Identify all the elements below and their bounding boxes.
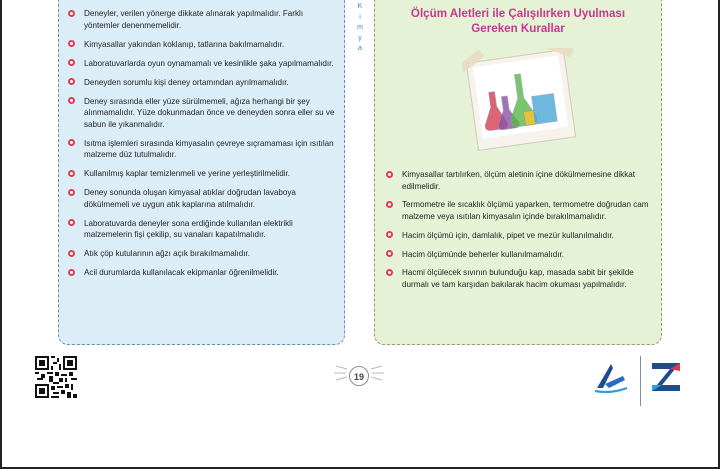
- publisher-logo-icon: [591, 358, 631, 394]
- list-item: Hacim ölçümünde beherler kullanılmamalıdır.: [386, 249, 656, 261]
- list-item: Kimyasallar yakından koklanıp, tatlarına bakılmamalıdır.: [68, 39, 340, 51]
- list-item: Laboratuvarda deneyler sona erdiğinde kullanılan elektrikli malzemelerin fişi çekilip, su vanaları kapatılmalıdır.: [68, 218, 340, 241]
- list-item: Laboratuvarlarda oyun oynamamalı ve kesinlikle şaka yapılmamalıdır.: [68, 58, 340, 70]
- subject-vertical-label: K i m y a: [357, 3, 363, 52]
- bullet-icon: [68, 219, 75, 226]
- bullet-icon: [68, 78, 75, 85]
- list-item: Termometre ile sıcaklık ölçümü yaparken, termometre doğrudan cam malzeme veya ısıtılan kimyasalın içinde bırakılmamalıdır.: [386, 199, 656, 222]
- brand-z-logo-icon: [648, 359, 684, 395]
- list-item: Kimyasallar tartılırken, ölçüm aletinin içine dökülmemesine dikkat edilmelidir.: [386, 169, 656, 192]
- bullet-icon: [386, 269, 393, 276]
- bullet-icon: [68, 40, 75, 47]
- bullet-icon: [68, 170, 75, 177]
- bullet-icon: [68, 10, 75, 17]
- page-number: 19: [349, 366, 369, 386]
- bullet-icon: [386, 201, 393, 208]
- qr-code: [35, 356, 77, 398]
- bullet-icon: [386, 250, 393, 257]
- bullet-icon: [68, 250, 75, 257]
- list-item: Hacim ölçümü için, damlalık, pipet ve mezür kullanılmalıdır.: [386, 230, 656, 242]
- left-rules-list: [68, 8, 340, 286]
- list-item: Hacmi ölçülecek sıvının bulunduğu kap, masada sabit bir şekilde durmalı ve tam karşıdan bakılarak hacim okuması yapılmalıdır.: [386, 267, 656, 290]
- list-item: Atık çöp kutularının ağzı açık bırakılmamalıdır.: [68, 248, 340, 260]
- bullet-icon: [386, 231, 393, 238]
- section-title: Ölçüm Aletleri ile Çalışılırken Uyulması Gereken Kurallar: [410, 7, 626, 35]
- bullet-icon: [68, 139, 75, 146]
- bullet-icon: [68, 269, 75, 276]
- logo-divider: [640, 356, 641, 406]
- list-item: Kullanılmış kaplar temizlenmeli ve yerine yerleştirilmelidir.: [68, 168, 340, 180]
- right-rules-list: [386, 169, 656, 298]
- bullet-icon: [386, 171, 393, 178]
- bullet-icon: [68, 97, 75, 104]
- lab-glassware-photo: [462, 48, 580, 152]
- list-item: Acil durumlarda kullanılacak ekipmanlar öğrenilmelidir.: [68, 267, 340, 279]
- list-item: Deney sırasında eller yüze sürülmemeli, ağıza herhangi bir şey alınmamalıdır. Yüze dokunmadan önce ve deneyden sonra eller su ve sabun ile yıkanmalıdır.: [68, 96, 340, 131]
- list-item: Isıtma işlemleri sırasında kimyasalın çevreye sıçramaması için ısıtılan malzeme düz tutulmalıdır.: [68, 138, 340, 161]
- list-item: Deneyler, verilen yönerge dikkate alınarak yapılmalıdır. Farklı yöntemler denenmemelidir.: [68, 8, 340, 31]
- bullet-icon: [68, 189, 75, 196]
- list-item: Deneyden sorumlu kişi deney ortamından ayrılmamalıdır.: [68, 77, 340, 89]
- bullet-icon: [68, 59, 75, 66]
- list-item: Deney sonunda oluşan kimyasal atıklar doğrudan lavaboya dökülmemeli ve uygun atık kaplarına atılmalıdır.: [68, 187, 340, 210]
